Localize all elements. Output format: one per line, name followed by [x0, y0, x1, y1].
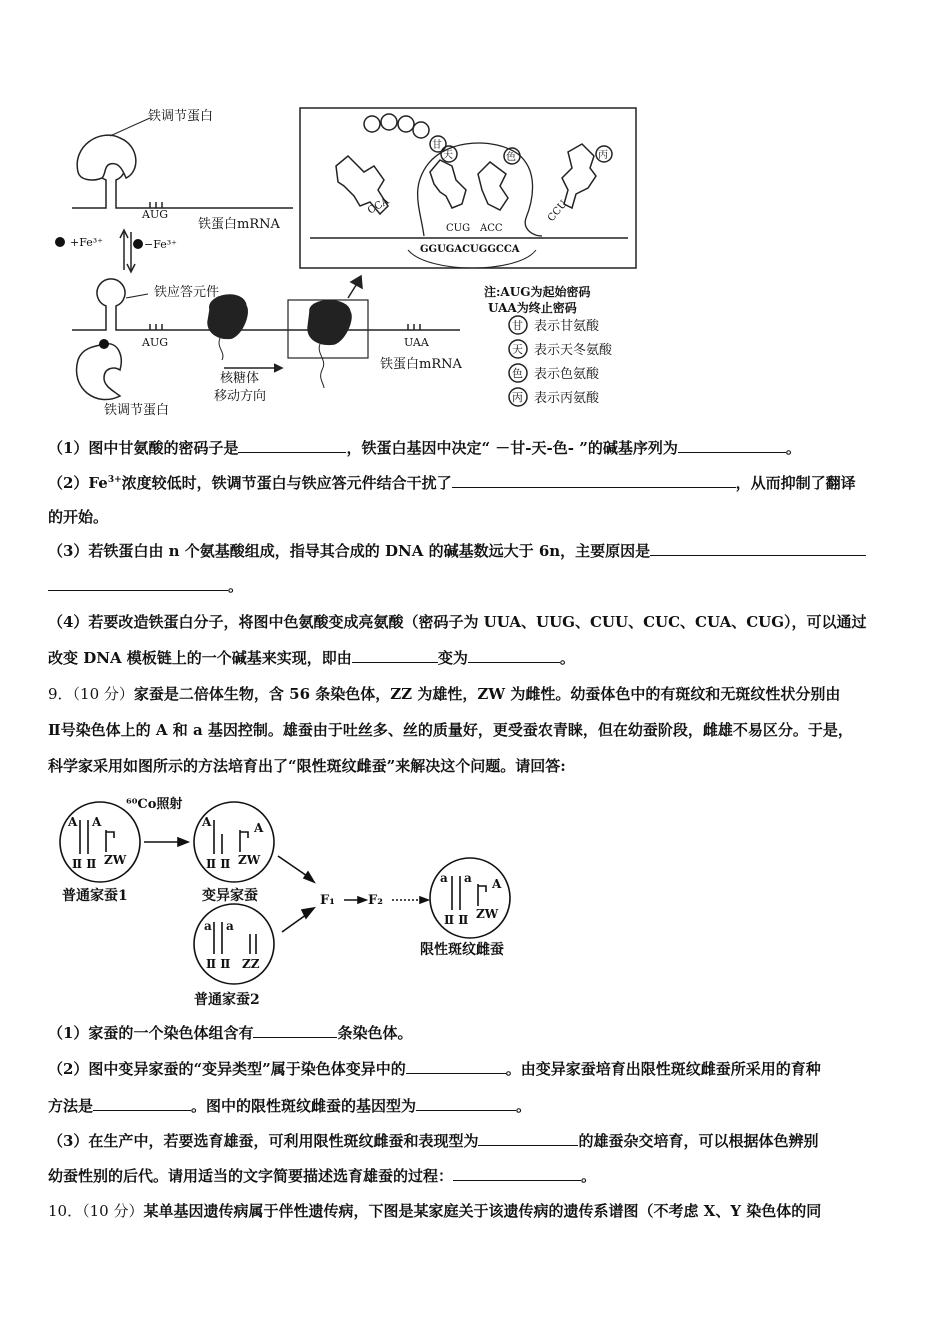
aa-tian-icon: 天	[443, 150, 453, 161]
q8-part4-cont	[48, 647, 910, 669]
answer-blank-q9-2b[interactable]	[93, 1096, 191, 1111]
q9-stem-line1	[48, 683, 910, 705]
sex-chr-zz-2: ZZ	[242, 957, 260, 971]
q9-p2-text-d: 。图中的限性斑纹雌蚕的基因型为	[191, 1097, 417, 1115]
q8-p2-text-b: 浓度较低时，铁调节蛋白与铁应答元件结合干扰了	[121, 474, 452, 492]
legend-tian-text: 表示天冬氨酸	[534, 343, 613, 358]
q8-p4-text-a: （4）若要改造铁蛋白分子，将图中色氨酸变成亮氨酸（密码子为 UUA、UUG、CUU、CUC、CUA、CUG），可以通过	[48, 613, 867, 631]
label-anticodon-acc: ACC	[480, 223, 503, 234]
label-uaa: UAA	[404, 336, 429, 349]
q9-p2-text-a: （2）图中变异家蚕的“变异类型”属于染色体变异中的	[48, 1060, 406, 1078]
q9-p3-text-d: 。	[581, 1167, 597, 1185]
label-f2: F₂	[368, 893, 383, 908]
label-variant-silkworm: 变异家蚕	[202, 888, 258, 904]
q9-p3-text-b: 的雄蚕杂交培育，可以根据体色辨别	[578, 1132, 819, 1150]
answer-blank-q9-3b[interactable]	[453, 1166, 581, 1181]
label-silkworm-2: 普通家蚕2	[194, 992, 260, 1008]
label-iron-regulatory-protein-bottom: 铁调节蛋白	[104, 403, 170, 418]
q8-p2-text-c: ，从而抑制了翻译	[735, 474, 856, 492]
label-anticodon-ccu: CCU	[545, 198, 570, 224]
label-plus-fe: +Fe³⁺	[70, 236, 103, 249]
label-ribosome-direction-1: 核糖体	[220, 371, 260, 386]
answer-blank-q8-1a[interactable]	[238, 438, 346, 453]
legend-se-text: 表示色氨酸	[534, 367, 600, 382]
label-ferritin-mrna-top: 铁蛋白mRNA	[198, 217, 280, 232]
label-aug-bottom: AUG	[142, 336, 169, 349]
note-start-codon: 注:AUG为起始密码	[484, 285, 591, 299]
gene-a-upper-limited-w: A	[492, 877, 502, 891]
q8-p1-text-b: ，铁蛋白基因中决定“ －甘-天-色- ”的碱基序列为	[346, 439, 678, 457]
answer-blank-q8-1b[interactable]	[678, 438, 786, 453]
answer-blank-q8-4b[interactable]	[468, 648, 560, 663]
q8-part4	[48, 611, 910, 633]
q10-stem-text-1: 某单基因遗传病属于伴性遗传病，下图是某家庭关于该遗传病的遗传系谱图（不考虑 X、Y 染色体的同	[143, 1202, 822, 1220]
q9-stem-text-2: Ⅱ号染色体上的 A 和 a 基因控制。雄蚕由于吐丝多、丝的质量好，更受蚕农青睐，但在幼蚕阶段，雌雄不易区分。于是，	[48, 721, 853, 739]
label-anticodon-cug: CUG	[446, 223, 471, 234]
q9-p1-text-a: （1）家蚕的一个染色体组含有	[48, 1024, 254, 1042]
legend-se-icon: 色	[512, 367, 523, 380]
q8-p4-text-c: 变为	[437, 649, 468, 667]
q8-p2-text-a: （2）Fe	[48, 474, 108, 492]
q8-part2	[48, 469, 910, 494]
gene-a-lower-2: a	[204, 919, 212, 933]
aa-gan-icon: 甘	[432, 140, 442, 151]
chr-ii-2: Ⅱ Ⅱ	[206, 957, 231, 971]
note-stop-codon: UAA为终止密码	[488, 301, 577, 315]
label-f1: F₁	[320, 893, 335, 908]
gene-a-lower-limited-b: a	[464, 871, 472, 885]
q9-p2-text-c: 方法是	[48, 1097, 94, 1115]
q9-part2	[48, 1058, 910, 1080]
q8-part3	[48, 540, 910, 562]
answer-blank-q9-3a[interactable]	[478, 1131, 578, 1146]
q8-part1	[48, 437, 910, 459]
sex-chr-zw-variant: ZW	[238, 853, 261, 867]
gene-a-lower-2b: a	[226, 919, 234, 933]
q8-p3-text-b: 。	[228, 577, 244, 595]
q10-number: 10．（10 分）	[48, 1202, 144, 1220]
q8-p4-text-d: 。	[559, 649, 575, 667]
label-iron-regulatory-protein-top: 铁调节蛋白	[148, 109, 214, 124]
label-mrna-sequence: GGUGACUGGCCA	[420, 244, 520, 255]
q9-part3-cont	[48, 1165, 910, 1187]
q9-part3	[48, 1130, 910, 1152]
label-ribosome-direction-2: 移动方向	[214, 389, 267, 404]
label-aug-top: AUG	[142, 208, 169, 221]
answer-blank-q8-3a[interactable]	[650, 541, 866, 556]
ferritin-translation-figure	[48, 98, 648, 420]
label-limited-female: 限性斑纹雌蚕	[420, 942, 504, 958]
label-minus-fe: −Fe³⁺	[144, 238, 177, 251]
label-anticodon-cca: CCA	[366, 195, 392, 217]
q9-part1	[48, 1022, 910, 1044]
sex-chr-zw-limited: ZW	[476, 907, 499, 921]
legend-bing-text: 表示丙氨酸	[534, 391, 600, 406]
q8-p2-superscript: 3+	[107, 475, 122, 485]
legend-gan-text: 表示甘氨酸	[534, 319, 600, 334]
legend-gan-icon: 甘	[512, 319, 523, 332]
q9-stem-line3	[48, 755, 910, 777]
gene-a-upper-1: A	[68, 815, 78, 829]
q9-p2-text-e: 。	[516, 1097, 532, 1115]
q8-p2-text-d: 的开始。	[48, 508, 109, 526]
q9-p3-text-c: 幼蚕性别的后代。请用适当的文字简要描述选育雄蚕的过程：	[48, 1167, 454, 1185]
q9-p1-text-b: 条染色体。	[337, 1024, 413, 1042]
answer-blank-q9-2a[interactable]	[406, 1059, 506, 1074]
gene-a-lower-limited: a	[440, 871, 448, 885]
answer-blank-q9-2c[interactable]	[416, 1096, 516, 1111]
q9-stem-line2	[48, 719, 910, 741]
chr-ii-variant: Ⅱ Ⅱ	[206, 857, 231, 871]
aa-se-icon: 色	[506, 152, 516, 163]
gene-a-upper-variant-w: A	[254, 821, 264, 835]
gene-a-upper-variant: A	[202, 815, 212, 829]
label-ferritin-mrna-bottom: 铁蛋白mRNA	[380, 357, 462, 372]
q8-p1-text-a: （1）图中甘氨酸的密码子是	[48, 439, 239, 457]
label-ire: 铁应答元件	[154, 285, 220, 300]
q9-part2-cont	[48, 1095, 910, 1117]
q9-stem-text-3: 科学家采用如图所示的方法培育出了“限性斑纹雌蚕”来解决这个问题。请回答:	[48, 757, 566, 775]
label-co60-irradiation: ⁶⁰Co照射	[126, 797, 183, 812]
chr-ii-1: Ⅱ Ⅱ	[72, 857, 97, 871]
q9-p2-text-b: 。由变异家蚕培育出限性斑纹雌蚕所采用的育种	[505, 1060, 821, 1078]
q8-part2-cont	[48, 506, 910, 528]
q8-p4-text-b: 改变 DNA 模板链上的一个碱基来实现，即由	[48, 649, 352, 667]
answer-blank-q8-2[interactable]	[452, 473, 736, 488]
answer-blank-q8-4a[interactable]	[352, 648, 438, 663]
aa-bing-icon: 丙	[598, 150, 608, 161]
legend-tian-icon: 天	[512, 343, 523, 356]
q8-p1-text-c: 。	[785, 439, 801, 457]
label-silkworm-1: 普通家蚕1	[62, 888, 128, 904]
legend-bing-icon: 丙	[512, 391, 523, 404]
q9-p3-text-a: （3）在生产中，若要选育雄蚕，可利用限性斑纹雌蚕和表现型为	[48, 1132, 479, 1150]
answer-blank-q9-1[interactable]	[253, 1023, 337, 1038]
gene-a-upper-1b: A	[92, 815, 102, 829]
q8-p3-text-a: （3）若铁蛋白由 n 个氨基酸组成，指导其合成的 DNA 的碱基数远大于 6n，主要原因是	[48, 542, 651, 560]
answer-blank-q8-3b[interactable]	[48, 576, 228, 591]
q9-stem-text-1: 家蚕是二倍体生物，含 56 条染色体，ZZ 为雄性，ZW 为雌性。幼蚕体色中的有斑纹和无斑纹性状分别由	[133, 685, 841, 703]
q9-number: 9．（10 分）	[48, 685, 134, 703]
q10-stem-line1	[48, 1200, 910, 1222]
chr-ii-limited: Ⅱ Ⅱ	[444, 913, 469, 927]
silkworm-breeding-figure	[48, 792, 548, 1014]
q8-part3-cont	[48, 575, 910, 597]
sex-chr-zw-1: ZW	[104, 853, 127, 867]
